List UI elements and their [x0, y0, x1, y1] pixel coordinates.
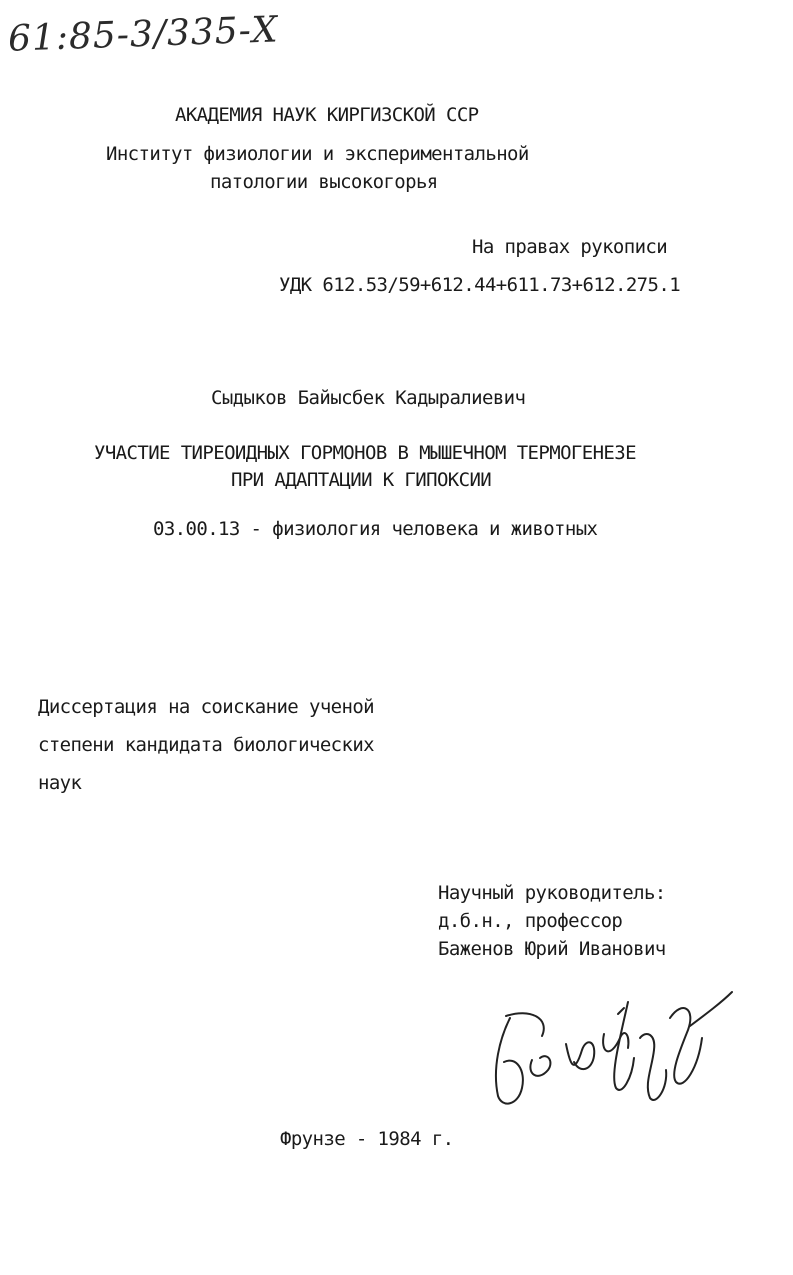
dissertation-type-line-1: Диссертация на соискание ученой — [38, 696, 375, 718]
academy-heading: АКАДЕМИЯ НАУК КИРГИЗСКОЙ ССР — [175, 104, 479, 126]
supervisor-name: Баженов Юрий Иванович — [438, 938, 666, 960]
archive-mark: 61:85-3/335-Х — [7, 9, 280, 60]
dissertation-type-line-3: наук — [38, 772, 82, 794]
dissertation-type-line-2: степени кандидата биологических — [38, 734, 375, 756]
dissertation-title-line-1: УЧАСТИЕ ТИРЕОИДНЫХ ГОРМОНОВ В МЫШЕЧНОМ ТЕРМОГЕНЕЗЕ — [94, 442, 636, 464]
dissertation-title-line-2: ПРИ АДАПТАЦИИ К ГИПОКСИИ — [231, 469, 492, 491]
supervisor-label: Научный руководитель: — [438, 882, 666, 904]
supervisor-degree: д.б.н., профессор — [438, 910, 623, 932]
author-name: Сыдыков Байысбек Кадыралиевич — [211, 387, 526, 409]
institute-line-1: Институт физиологии и экспериментальной — [106, 143, 529, 165]
city-year: Фрунзе - 1984 г. — [280, 1128, 454, 1150]
udc-code: УДК 612.53/59+612.44+611.73+612.275.1 — [279, 274, 681, 296]
specialty-code: 03.00.13 - физиология человека и животных — [153, 518, 598, 540]
supervisor-signature — [470, 978, 740, 1118]
manuscript-rights: На правах рукописи — [472, 236, 668, 258]
institute-line-2: патологии высокогорья — [210, 171, 438, 193]
